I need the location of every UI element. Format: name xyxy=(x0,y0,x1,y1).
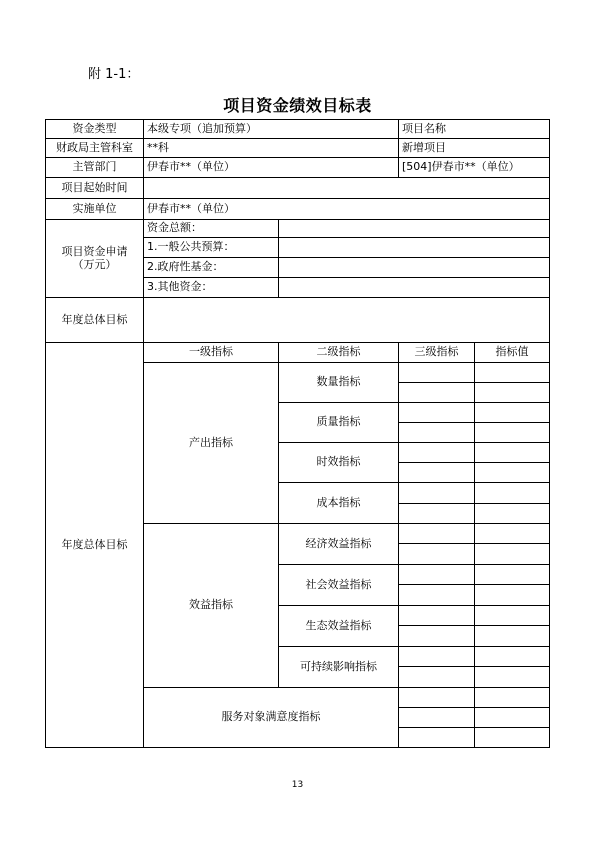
level3-cell xyxy=(399,565,475,585)
value-cell xyxy=(475,728,550,748)
level3-cell xyxy=(399,647,475,667)
level3-cell xyxy=(399,483,475,504)
value-cell xyxy=(475,708,550,728)
performance-table xyxy=(45,119,550,748)
level3-cell xyxy=(399,585,475,606)
value-cell xyxy=(475,544,550,565)
annual-goal-value xyxy=(144,298,550,343)
header-level1: 一级指标 xyxy=(144,343,279,363)
header-level2: 二级指标 xyxy=(279,343,399,363)
level3-cell xyxy=(399,423,475,443)
output-sub-quantity: 数量指标 xyxy=(279,363,399,403)
value-cell xyxy=(475,565,550,585)
fund-type-value: 本级专项（追加预算） xyxy=(144,120,399,139)
level3-cell xyxy=(399,626,475,647)
fund-other-value xyxy=(279,278,550,298)
fund-apply-label-line2: （万元） xyxy=(72,257,117,271)
page-number: 13 xyxy=(291,780,304,790)
value-cell xyxy=(475,626,550,647)
level3-cell xyxy=(399,606,475,626)
level3-cell xyxy=(399,688,475,708)
value-cell xyxy=(475,363,550,383)
level3-cell xyxy=(399,667,475,688)
value-cell xyxy=(475,585,550,606)
header-value: 指标值 xyxy=(475,343,550,363)
value-cell xyxy=(475,403,550,423)
fund-total-label: 资金总额： xyxy=(144,220,279,238)
output-sub-cost: 成本指标 xyxy=(279,483,399,524)
level3-cell xyxy=(399,708,475,728)
annual-goal-label: 年度总体目标 xyxy=(46,298,144,343)
value-cell xyxy=(475,647,550,667)
output-sub-timeliness: 时效指标 xyxy=(279,443,399,483)
value-cell xyxy=(475,667,550,688)
finance-dept-value: **科 xyxy=(144,139,399,158)
fund-apply-label xyxy=(46,220,144,298)
benefit-sub-economic: 经济效益指标 xyxy=(279,524,399,565)
appendix-label: 附 1-1： xyxy=(88,67,140,82)
fund-type-label: 资金类型 xyxy=(46,120,144,139)
value-cell xyxy=(475,423,550,443)
benefit-indicator: 效益指标 xyxy=(144,524,279,688)
start-time-value xyxy=(144,178,550,199)
level3-cell xyxy=(399,728,475,748)
benefit-sub-social: 社会效益指标 xyxy=(279,565,399,606)
fund-general-value xyxy=(279,238,550,258)
value-cell xyxy=(475,504,550,524)
impl-unit-label: 实施单位 xyxy=(46,199,144,220)
supervisor-value: 伊春市**（单位） xyxy=(144,158,399,178)
supervisor-label: 主管部门 xyxy=(46,158,144,178)
header-level3: 三级指标 xyxy=(399,343,475,363)
finance-dept-label: 财政局主管科室 xyxy=(46,139,144,158)
impl-unit-value: 伊春市**（单位） xyxy=(144,199,550,220)
new-project-label: 新增项目 xyxy=(399,139,550,158)
satisfaction-indicator: 服务对象满意度指标 xyxy=(144,688,399,748)
level3-cell xyxy=(399,363,475,383)
output-sub-quality: 质量指标 xyxy=(279,403,399,443)
value-cell xyxy=(475,443,550,463)
level3-cell xyxy=(399,403,475,423)
benefit-sub-ecological: 生态效益指标 xyxy=(279,606,399,647)
project-name-label: 项目名称 xyxy=(399,120,550,139)
value-cell xyxy=(475,483,550,504)
level3-cell xyxy=(399,463,475,483)
level3-cell xyxy=(399,504,475,524)
fund-apply-label-line1: 项目资金申请 xyxy=(61,245,128,259)
benefit-sub-sustainable: 可持续影响指标 xyxy=(279,647,399,688)
value-cell xyxy=(475,383,550,403)
supervisor-code-value: [504]伊春市**（单位） xyxy=(399,158,550,178)
value-cell xyxy=(475,606,550,626)
level3-cell xyxy=(399,544,475,565)
fund-general-label: 1.一般公共预算： xyxy=(144,238,279,258)
fund-gov-value xyxy=(279,258,550,278)
value-cell xyxy=(475,463,550,483)
output-indicator: 产出指标 xyxy=(144,363,279,524)
level3-cell xyxy=(399,443,475,463)
annual-goal-indicators-label: 年度总体目标 xyxy=(46,343,144,748)
fund-gov-label: 2.政府性基金： xyxy=(144,258,279,278)
start-time-label: 项目起始时间 xyxy=(46,178,144,199)
level3-cell xyxy=(399,524,475,544)
fund-total-value xyxy=(279,220,550,238)
page-title: 项目资金绩效目标表 xyxy=(223,96,372,115)
value-cell xyxy=(475,688,550,708)
fund-other-label: 3.其他资金： xyxy=(144,278,279,298)
level3-cell xyxy=(399,383,475,403)
value-cell xyxy=(475,524,550,544)
